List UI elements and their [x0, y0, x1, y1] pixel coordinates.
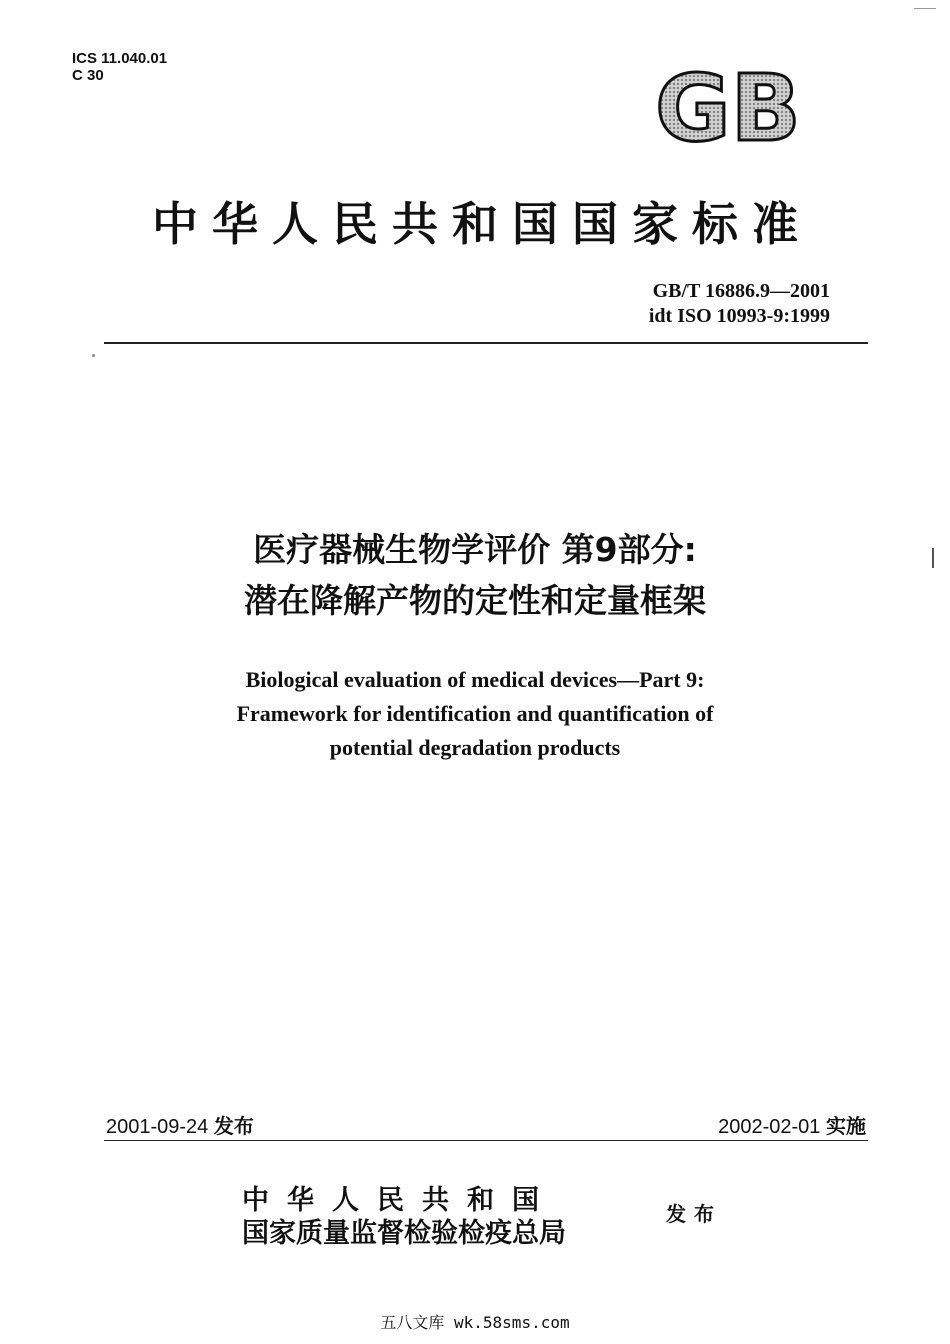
chinese-title-line-2: 潜在降解产物的定性和定量框架	[244, 581, 706, 620]
corner-mark	[914, 8, 936, 9]
english-title-line-3: potential degradation products	[329, 735, 621, 760]
issue-date: 2001-09-24	[106, 1116, 209, 1138]
header-divider	[104, 342, 868, 344]
english-title	[0, 663, 950, 765]
national-standard-title: 中华人民共和国国家标准	[152, 197, 812, 251]
gb-logo	[640, 66, 816, 152]
effective-date-block	[718, 1110, 866, 1139]
english-title-line-2: Framework for identification and quantification of	[236, 701, 714, 726]
iso-equivalent: idt ISO 10993-9:1999	[648, 305, 830, 327]
effective-label: 实施	[826, 1116, 866, 1138]
issue-label: 发布	[213, 1116, 254, 1138]
scan-speck	[92, 354, 95, 357]
publish-label: 发布	[666, 1202, 722, 1226]
standard-number-block	[480, 279, 830, 329]
ccs-code: C 30	[72, 67, 104, 84]
issue-date-block	[106, 1110, 254, 1139]
issuing-authority	[242, 1184, 566, 1250]
footer-watermark: 五八文库 wk.58sms.com	[380, 1313, 570, 1332]
date-divider	[104, 1140, 868, 1141]
chinese-title-line-1: 医疗器械生物学评价 第9部分:	[253, 530, 697, 569]
gb-logo-text: GB	[655, 66, 801, 152]
classification-codes	[72, 50, 167, 84]
issuer-line-1: 中华人民共和国	[242, 1185, 557, 1216]
chinese-title	[0, 524, 950, 626]
ics-code: ICS 11.040.01	[72, 50, 168, 67]
english-title-line-1: Biological evaluation of medical devices—Part 9:	[245, 667, 705, 692]
effective-date: 2002-02-01	[718, 1116, 821, 1138]
standard-number: GB/T 16886.9—2001	[652, 280, 830, 302]
issuer-line-2: 国家质量监督检验检疫总局	[242, 1218, 566, 1249]
